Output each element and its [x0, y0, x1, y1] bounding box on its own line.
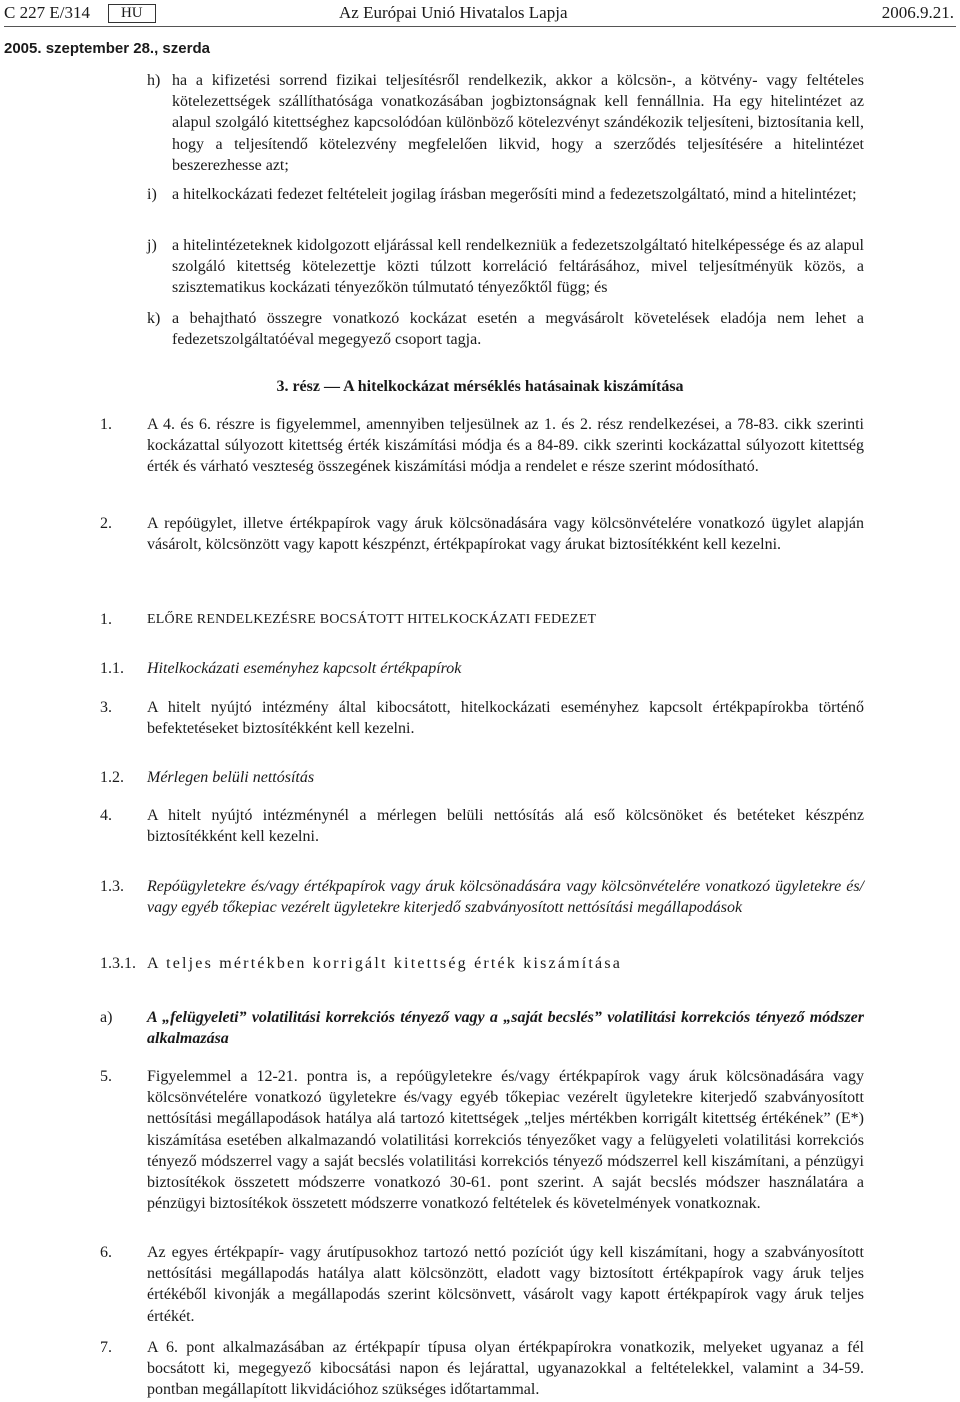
- para-num-3: 3.: [100, 699, 112, 716]
- para-text-1: A 4. és 6. részre is figyelemmel, amennyiben teljesülnek az 1. és 2. rész rendelkezései, a 78-83. cikk szerinti kockázattal súlyozott kitettség érték kiszámítási módja és a 84-89. cikk szerinti kockázattal súlyozott kitettség érték és várható veszteség összegének kiszámítási módja a rendelet e része szerint módosítható.: [147, 416, 864, 476]
- subsection-label-a: a): [100, 1009, 113, 1026]
- section-heading-1-2: Mérlegen belüli nettósítás: [147, 769, 315, 786]
- publication-date: 2006.9.21.: [881, 3, 954, 22]
- section-num-1-2: 1.2.: [100, 769, 124, 786]
- part-title: 3. rész — A hitelkockázat mérséklés hatásainak kiszámítása: [276, 378, 684, 395]
- item-text-k: a behajtható összegre vonatkozó kockázat esetén a megvásárolt követelések eladója nem lehet a fedezetszolgáltatóéval megegyező csoport tagja.: [172, 310, 864, 349]
- para-text-4: A hitelt nyújtó intézménynél a mérlegen belüli nettósítás alá eső kölcsönöket és betéteket készpénz biztosítékként kell kezelni.: [147, 807, 864, 846]
- para-num-2: 2.: [100, 515, 112, 532]
- para-text-3: A hitelt nyújtó intézmény által kibocsátott, hitelkockázati eseményhez kapcsolt értékpapírokba történő befektetéseket biztosítékként kell kezelni.: [147, 699, 864, 738]
- item-label-j: j): [147, 237, 157, 254]
- para-num-6: 6.: [100, 1244, 112, 1261]
- para-num-1: 1.: [100, 416, 112, 433]
- para-text-5: Figyelemmel a 12-21. pontra is, a repóügyletekre és/vagy értékpapírok vagy áruk kölcsönadására vagy kölcsönvételére vonatkozó ügyletekre és/vagy egyéb tőkepiac vezérelt ügyletekre kiterjedő szabványosított nettósítási megállapodások hatálya alá tartozó kitettségek „teljes mértékben korrigált kitettség értékének” (E*) kiszámítása esetében alkalmazandó volatilitási korrekciós tényezőket vagy a felügyeleti volatilitási korrekciós tényező módszerrel vagy a saját becslés volatilitási korrekciós tényező módszerrel kell kiszámítani, a pénzügyi biztosítékok összetett módszerre vonatkozó 30-61. pont szerint. A saját becslés módszer használatára a pénzügyi biztosítékok összetett módszerre vonatkozó feltételek és követelmények vonatkoznak.: [147, 1068, 864, 1213]
- section-num-1-3-1: 1.3.1.: [100, 955, 136, 972]
- section-num-1-1: 1.1.: [100, 660, 124, 677]
- item-label-h: h): [147, 72, 161, 89]
- header-rule: [4, 26, 956, 27]
- section-num-1: 1.: [100, 611, 112, 628]
- section-heading-1: ELŐRE RENDELKEZÉSRE BOCSÁTOTT HITELKOCKÁZATI FEDEZET: [147, 612, 597, 627]
- header-left: [4, 3, 156, 23]
- para-text-6: Az egyes értékpapír- vagy árutípusokhoz tartozó nettó pozíciót úgy kell kiszámítani, hogy a szabványosított nettósítási megállapodás hatálya alatt kölcsönzött, eladott vagy biztosított értékpapírok vagy áruk teljes értékéből kivonják a megállapodás szerint kölcsönvett, vásárolt vagy kapott értékpapírok vagy áruk teljes értékét.: [147, 1244, 864, 1325]
- item-text-j: a hitelintézeteknek kidolgozott eljárással kell rendelkezniük a fedezetszolgáltató hitelképessége és az alapul szolgáló kitettség kötelezettje közti túlzott korreláció feltárásához, mivel teljesítményük közös, a szisztematikus kockázati tényezőkön túlmutató tényezőktől függ; és: [172, 237, 864, 297]
- sitting-date: 2005. szeptember 28., szerda: [4, 40, 210, 57]
- para-num-7: 7.: [100, 1339, 112, 1356]
- language-code: HU: [108, 4, 156, 23]
- section-num-1-3: 1.3.: [100, 878, 124, 895]
- journal-reference: C 227 E/314: [4, 3, 90, 22]
- section-heading-1-3: Repóügyletekre és/vagy értékpapírok vagy áruk kölcsönadására vagy kölcsönvételére vonatkozó ügyletekre és/ vagy egyéb tőkepiac vezérelt ügyletekre kiterjedő szabványosított nettósítási megállapodások: [147, 878, 864, 917]
- para-num-4: 4.: [100, 807, 112, 824]
- section-heading-1-1: Hitelkockázati eseményhez kapcsolt értékpapírok: [147, 660, 462, 677]
- para-num-5: 5.: [100, 1068, 112, 1085]
- section-heading-1-3-1: A teljes mértékben korrigált kitettség érték kiszámítása: [147, 955, 623, 972]
- subsection-heading-a: A „felügyeleti” volatilitási korrekciós tényező vagy a „saját becslés” volatilitási korrekciós tényező módszer alkalmazása: [147, 1009, 864, 1048]
- item-label-i: i): [147, 186, 157, 203]
- para-text-2: A repóügylet, illetve értékpapírok vagy áruk kölcsönadására vagy kölcsönvételére vonatkozó ügylet alapján vásárolt, kölcsönzött vagy kapott készpénzt, értékpapírokat vagy árukat biztosítékként kell kezelni.: [147, 515, 864, 554]
- journal-title: Az Európai Unió Hivatalos Lapja: [339, 3, 568, 22]
- para-text-7: A 6. pont alkalmazásában az értékpapír típusa olyan értékpapírokra vonatkozik, melyeket ugyanaz a fél bocsátott ki, megegyező kibocsátási napon és lejárattal, ugyanazokkal a feltételekkel, valamint a 34-59. pontban megállapított likvidációhoz szükséges időtartammal.: [147, 1339, 864, 1399]
- item-text-h: ha a kifizetési sorrend fizikai teljesítésről rendelkezik, akkor a kölcsön-, a kötvény- vagy feltételes kötelezettségek szállíthatósága vonatkozásában jogbiztonságnak kell fennállnia. Ha egy hitelintézet az alapul szolgáló kitettséghez kapcsolódóan különböző kötelezvényt szándékozik teljesíteni, biztosítania kell, hogy a teljesítendő kötelezvény megfelelően likvid, hogy a szerződés teljesítésére a hitelintézet beszerezhesse azt;: [172, 72, 864, 174]
- item-text-i: a hitelkockázati fedezet feltételeit jogilag írásban megerősíti mind a fedezetszolgáltató, mind a hitelintézet;: [172, 186, 857, 203]
- item-label-k: k): [147, 310, 161, 327]
